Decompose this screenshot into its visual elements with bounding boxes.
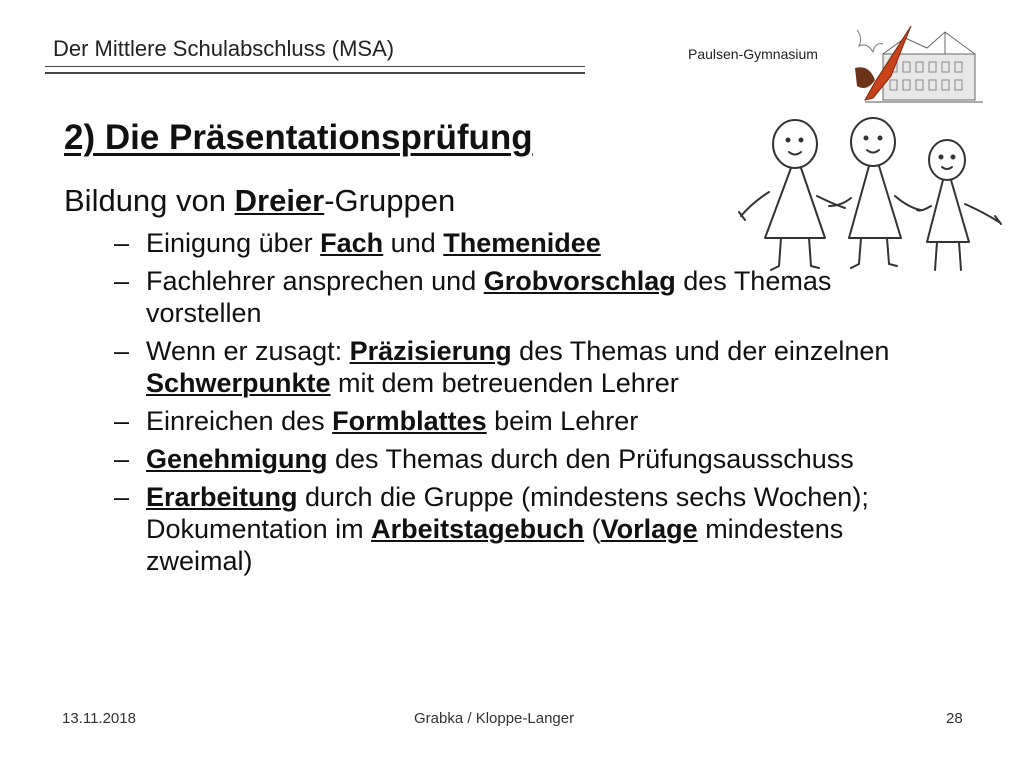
bullet-keyword: Formblattes bbox=[332, 406, 487, 436]
bullet-keyword: Vorlage bbox=[600, 514, 698, 544]
slide-title: 2) Die Präsentationsprüfung bbox=[64, 118, 533, 157]
bullet-item bbox=[114, 481, 950, 577]
bullet-keyword: Genehmigung bbox=[146, 444, 328, 474]
footer-authors: Grabka / Kloppe-Langer bbox=[414, 710, 575, 727]
bullet-segment: Wenn er zusagt: bbox=[146, 336, 350, 366]
bullet-item bbox=[114, 335, 950, 399]
bullet-text bbox=[146, 443, 950, 475]
bullet-keyword: Arbeitstagebuch bbox=[371, 514, 585, 544]
bullet-text bbox=[146, 405, 950, 437]
bullet-keyword: Fach bbox=[320, 228, 384, 258]
bullet-text bbox=[146, 227, 950, 259]
bullet-dash: – bbox=[114, 266, 130, 296]
bullet-segment: ( bbox=[584, 514, 601, 544]
lead-line bbox=[64, 183, 455, 219]
footer-page-number: 28 bbox=[946, 710, 963, 727]
school-building-logo-icon bbox=[845, 24, 987, 108]
bullet-item bbox=[114, 227, 950, 259]
header-divider bbox=[45, 66, 585, 74]
bullet-dash: – bbox=[114, 228, 130, 258]
header-title: Der Mittlere Schulabschluss (MSA) bbox=[53, 36, 395, 61]
bullet-segment: mindestens zweimal) bbox=[146, 514, 844, 576]
bullet-keyword: Themenidee bbox=[443, 228, 601, 258]
bullet-dash: – bbox=[114, 444, 130, 474]
bullet-segment: beim Lehrer bbox=[486, 406, 639, 436]
bullet-text bbox=[146, 481, 950, 577]
bullet-segment: und bbox=[383, 228, 444, 258]
bullet-text bbox=[146, 265, 950, 329]
bullet-item bbox=[114, 443, 950, 475]
bullet-list bbox=[114, 227, 950, 583]
bullet-text bbox=[146, 335, 950, 399]
bullet-segment: des Themas durch den Prüfungsausschuss bbox=[327, 444, 854, 474]
school-name: Paulsen-Gymnasium bbox=[688, 46, 818, 62]
bullet-item bbox=[114, 265, 950, 329]
bullet-segment: mit dem betreuenden Lehrer bbox=[330, 368, 679, 398]
bullet-keyword: Präzisierung bbox=[349, 336, 512, 366]
footer-date: 13.11.2018 bbox=[62, 710, 136, 727]
bullet-dash: – bbox=[114, 482, 130, 512]
bullet-segment: Einigung über bbox=[146, 228, 321, 258]
lead-highlight: Dreier bbox=[234, 183, 325, 218]
bullet-keyword: Erarbeitung bbox=[146, 482, 298, 512]
lead-text-before: Bildung von bbox=[64, 183, 235, 218]
lead-text-after: -Gruppen bbox=[324, 183, 456, 218]
bullet-keyword: Grobvorschlag bbox=[483, 266, 676, 296]
bullet-segment: Einreichen des bbox=[146, 406, 333, 436]
bullet-segment: Fachlehrer ansprechen und bbox=[146, 266, 484, 296]
bullet-dash: – bbox=[114, 336, 130, 366]
bullet-segment: des Themas vorstellen bbox=[146, 266, 832, 328]
bullet-segment: durch die Gruppe (mindestens sechs Wochen); Dokumentation im bbox=[146, 482, 869, 544]
bullet-segment: des Themas und der einzelnen bbox=[511, 336, 890, 366]
bullet-dash: – bbox=[114, 406, 130, 436]
bullet-keyword: Schwerpunkte bbox=[146, 368, 331, 398]
bullet-item bbox=[114, 405, 950, 437]
